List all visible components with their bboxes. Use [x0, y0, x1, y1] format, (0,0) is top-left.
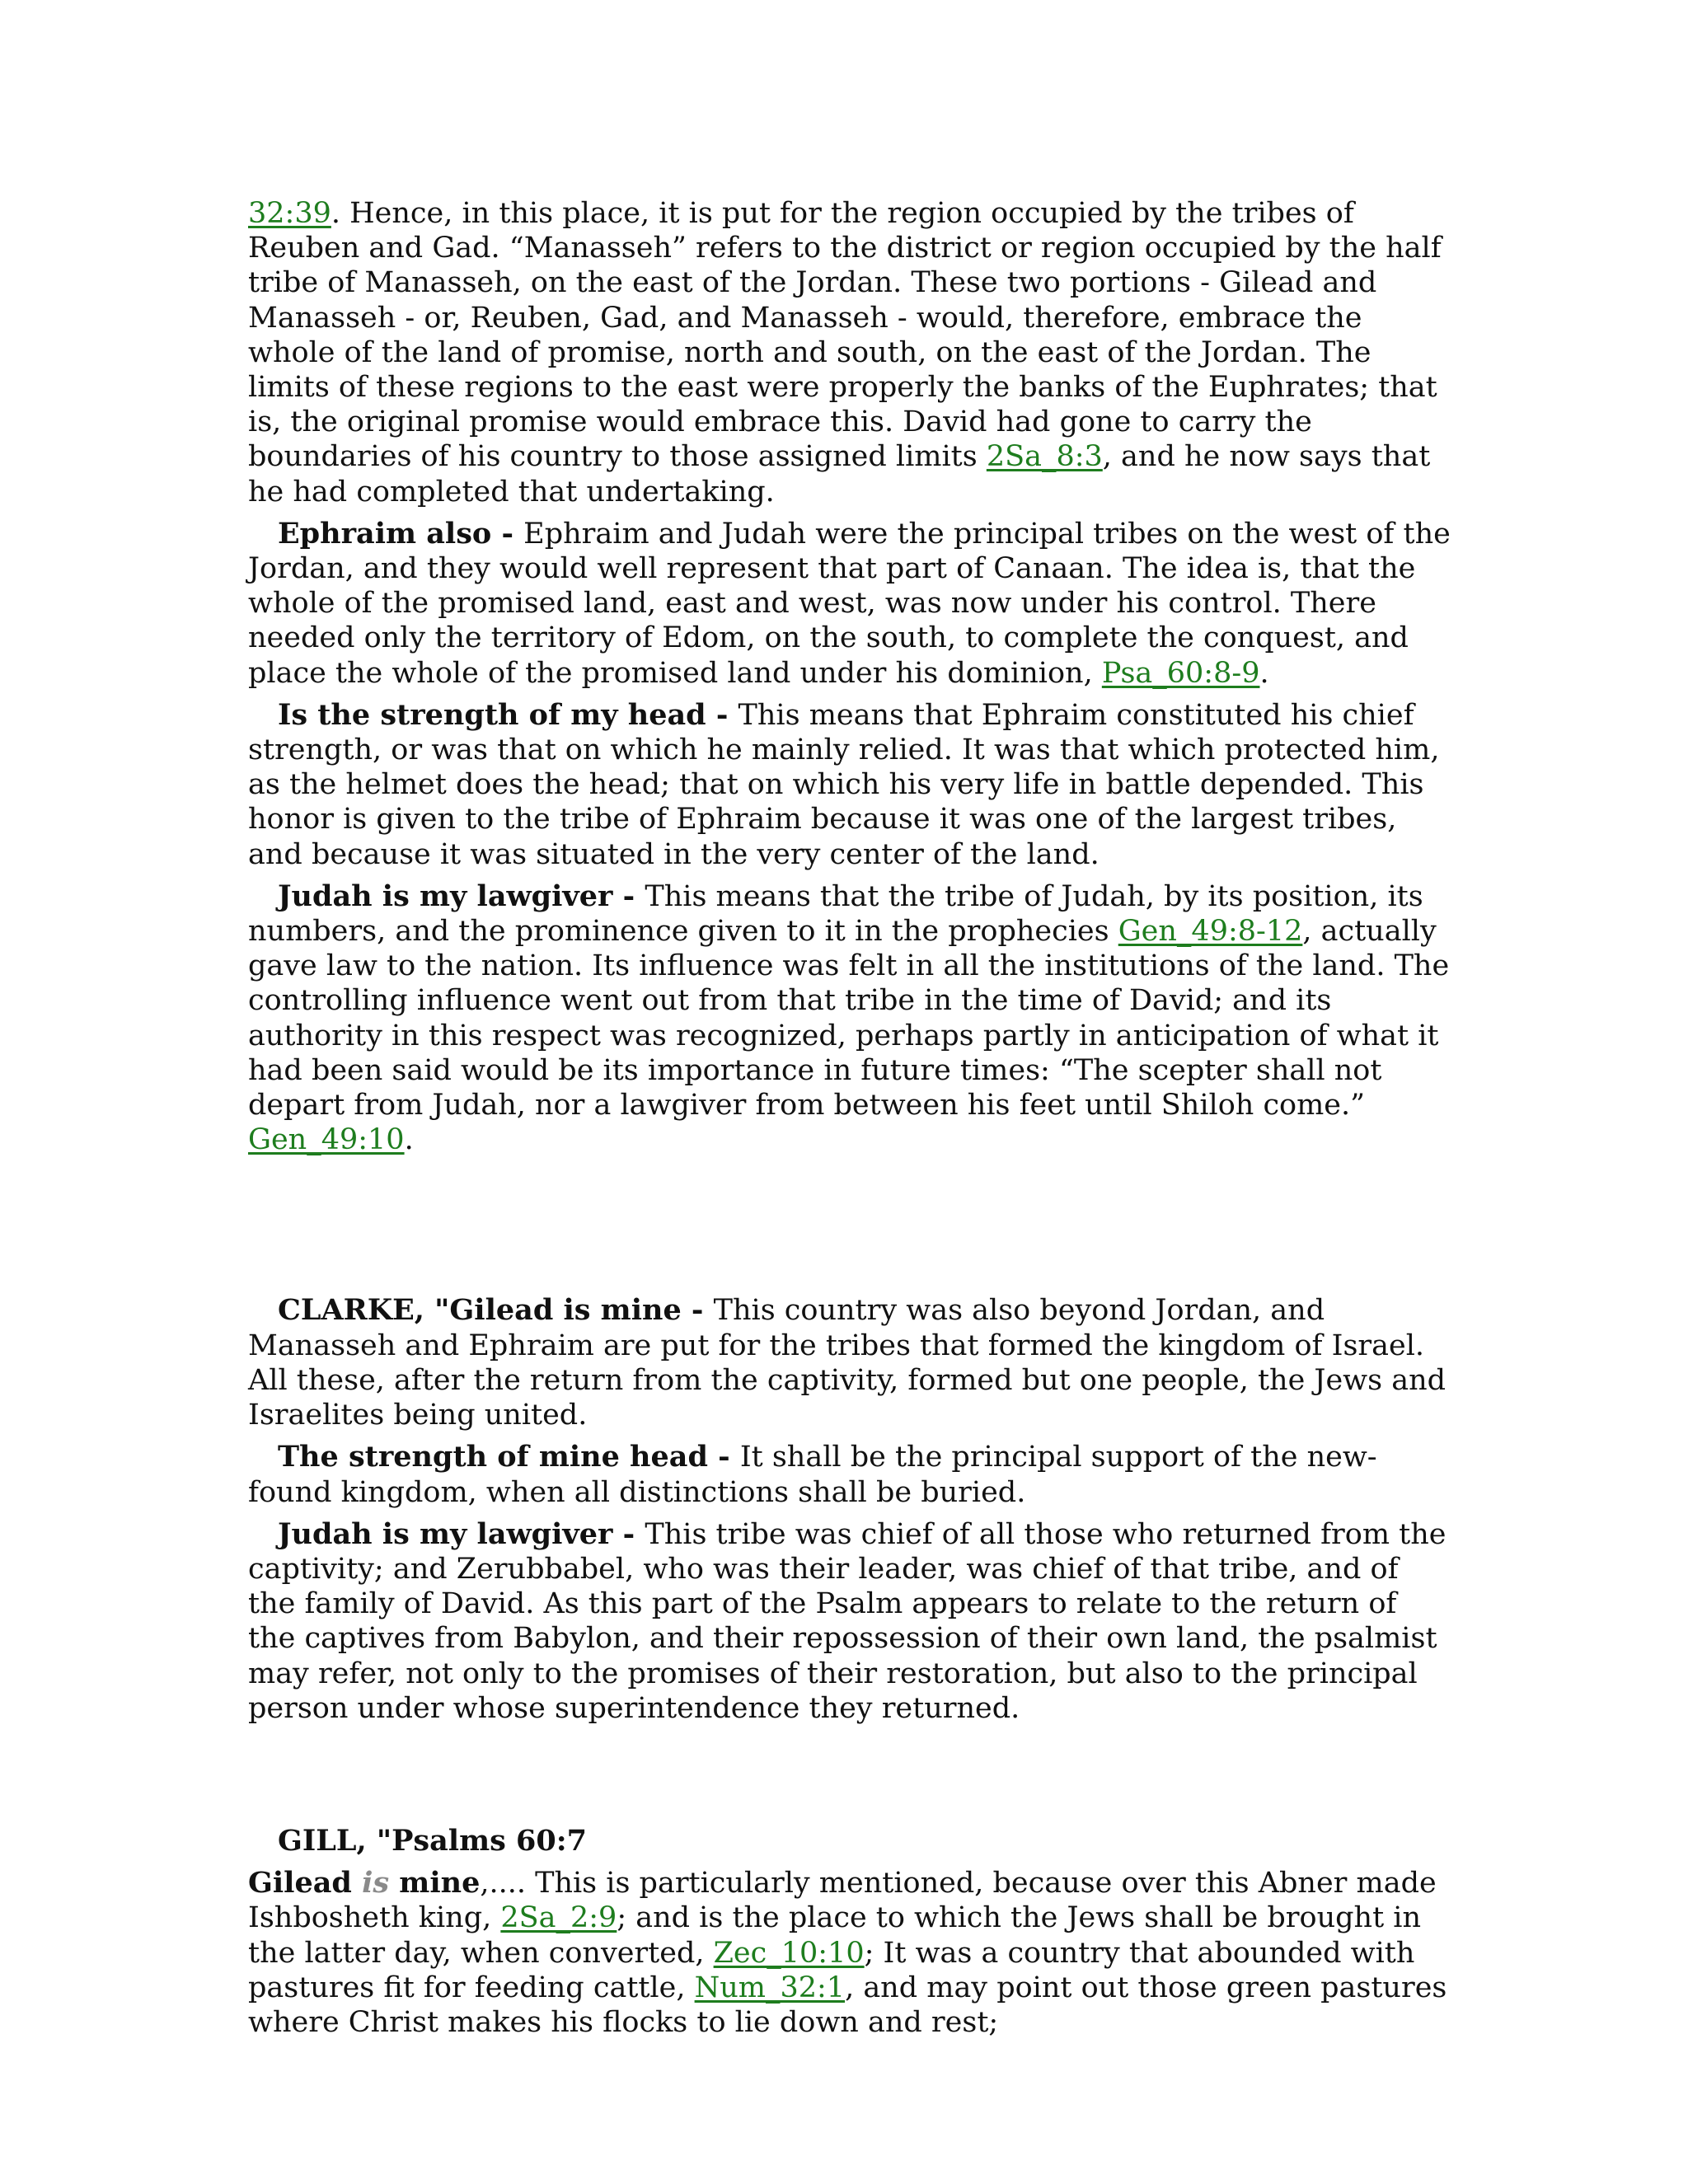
paragraph-text: This means that Ephraim constituted his chief strength, or was that on which he mainly relied. It was that which protected him, as the helmet does the head; that on which his very life in battle depended. This honor is given to the tribe of Ephraim because it was one of the largest tribes, and because it was situated in the very center of the land. — [248, 698, 1440, 871]
section-spacer — [248, 1733, 1451, 1824]
document-page — [248, 196, 1451, 2047]
section-heading: Judah is my lawgiver - — [278, 879, 645, 913]
clarke-paragraph-3 — [248, 1517, 1451, 1726]
scripture-link[interactable]: 32:39 — [248, 197, 331, 230]
section-heading: Is the strength of my head - — [278, 697, 738, 732]
verse-phrase-part: Gilead — [248, 1866, 363, 1900]
paragraph-text: Ephraim and Judah were the principal tribes on the west of the Jordan, and they would well represent that part of Canaan. The idea is, that the whole of the promised land, east and west, was now under his control. There needed only the territory of Edom, on the south, to complete the conquest, and place the whole of the promised land under his dominion, — [248, 517, 1451, 690]
supplied-word: is — [362, 1866, 390, 1900]
paragraph-text: . — [1259, 656, 1269, 690]
paragraph-text: ,.... This is particularly mentioned, because over this Abner made Ishbosheth king, — [248, 1867, 1437, 1935]
section-heading: CLARKE, "Gilead is mine - — [278, 1293, 714, 1328]
scripture-link[interactable]: Psa_60:8-9 — [1101, 656, 1260, 690]
paragraph-text: , actually gave law to the nation. Its influence was felt in all the institutions of the land. The controlling influence went out from that tribe in the time of David; and its authority in this respect was recognized, perhaps partly in anticipation of what it had been said would be its importance in future times: “The scepter shall not depart from Judah, nor a lawgiver from between his feet until Shiloh come.” — [248, 915, 1450, 1122]
verse-phrase — [248, 1866, 480, 1900]
barnes-paragraph-4 — [248, 879, 1451, 1158]
scripture-link[interactable]: Zec_10:10 — [713, 1936, 865, 1970]
gill-heading — [248, 1824, 1451, 1858]
paragraph-text: . Hence, in this place, it is put for the region occupied by the tribes of Reuben and Gad. “Manasseh” refers to the district or region occupied by the half tribe of Manasseh, on the east of the Jordan. These two portions - Gilead and Manasseh - or, Reuben, Gad, and Manasseh - would, therefore, embrace the whole of the land of promise, north and south, on the east of the Jordan. The limits of these regions to the east were properly the banks of the Euphrates; that is, the original promise would embrace this. David had gone to carry the boundaries of his country to those assigned limits — [248, 197, 1442, 474]
paragraph-text: This tribe was chief of all those who returned from the captivity; and Zerubbabel, who was their leader, was chief of that tribe, and of the family of David. As this part of the Psalm appears to relate to the return of the captives from Babylon, and their repossession of their own land, the psalmist may refer, not only to the promises of their restoration, but also to the principal person under whose superintendence they returned. — [248, 1517, 1447, 1725]
barnes-paragraph-3 — [248, 698, 1451, 872]
scripture-link[interactable]: 2Sa_8:3 — [986, 440, 1103, 474]
paragraph-text: This country was also beyond Jordan, and Manasseh and Ephraim are put for the tribes that formed the kingdom of Israel. All these, after the return from the captivity, formed but one people, the Jews and Israelites being united. — [248, 1294, 1447, 1432]
barnes-paragraph-1 — [248, 196, 1451, 509]
paragraph-text: ; It was a country that abounded with pastures fit for feeding cattle, — [248, 1936, 1415, 2004]
section-heading: Ephraim also - — [278, 516, 524, 551]
scripture-link[interactable]: Num_32:1 — [694, 1971, 846, 2004]
section-heading: GILL, "Psalms 60:7 — [278, 1823, 587, 1858]
paragraph-text: . — [404, 1123, 414, 1157]
section-heading: The strength of mine head - — [278, 1440, 740, 1474]
verse-phrase-part: mine — [389, 1866, 481, 1900]
paragraph-text: It shall be the principal support of the new-found kingdom, when all distinctions shall be buried. — [248, 1441, 1377, 1509]
paragraph-text: , and may point out those green pastures where Christ makes his flocks to lie down and rest; — [248, 1971, 1447, 2039]
paragraph-text: , and he now says that he had completed that undertaking. — [248, 440, 1431, 509]
scripture-link[interactable]: 2Sa_2:9 — [500, 1901, 617, 1935]
section-heading: Judah is my lawgiver - — [278, 1516, 645, 1551]
section-spacer — [248, 1165, 1451, 1293]
barnes-paragraph-2 — [248, 517, 1451, 691]
clarke-paragraph-2 — [248, 1440, 1451, 1509]
gill-paragraph-1 — [248, 1866, 1451, 2040]
scripture-link[interactable]: Gen_49:10 — [248, 1123, 405, 1157]
paragraph-text: ; and is the place to which the Jews shall be brought in the latter day, when converted, — [248, 1901, 1422, 1970]
scripture-link[interactable]: Gen_49:8-12 — [1118, 915, 1303, 949]
paragraph-text: This means that the tribe of Judah, by its position, its numbers, and the prominence given to it in the prophecies — [248, 879, 1423, 949]
clarke-paragraph-1 — [248, 1293, 1451, 1432]
